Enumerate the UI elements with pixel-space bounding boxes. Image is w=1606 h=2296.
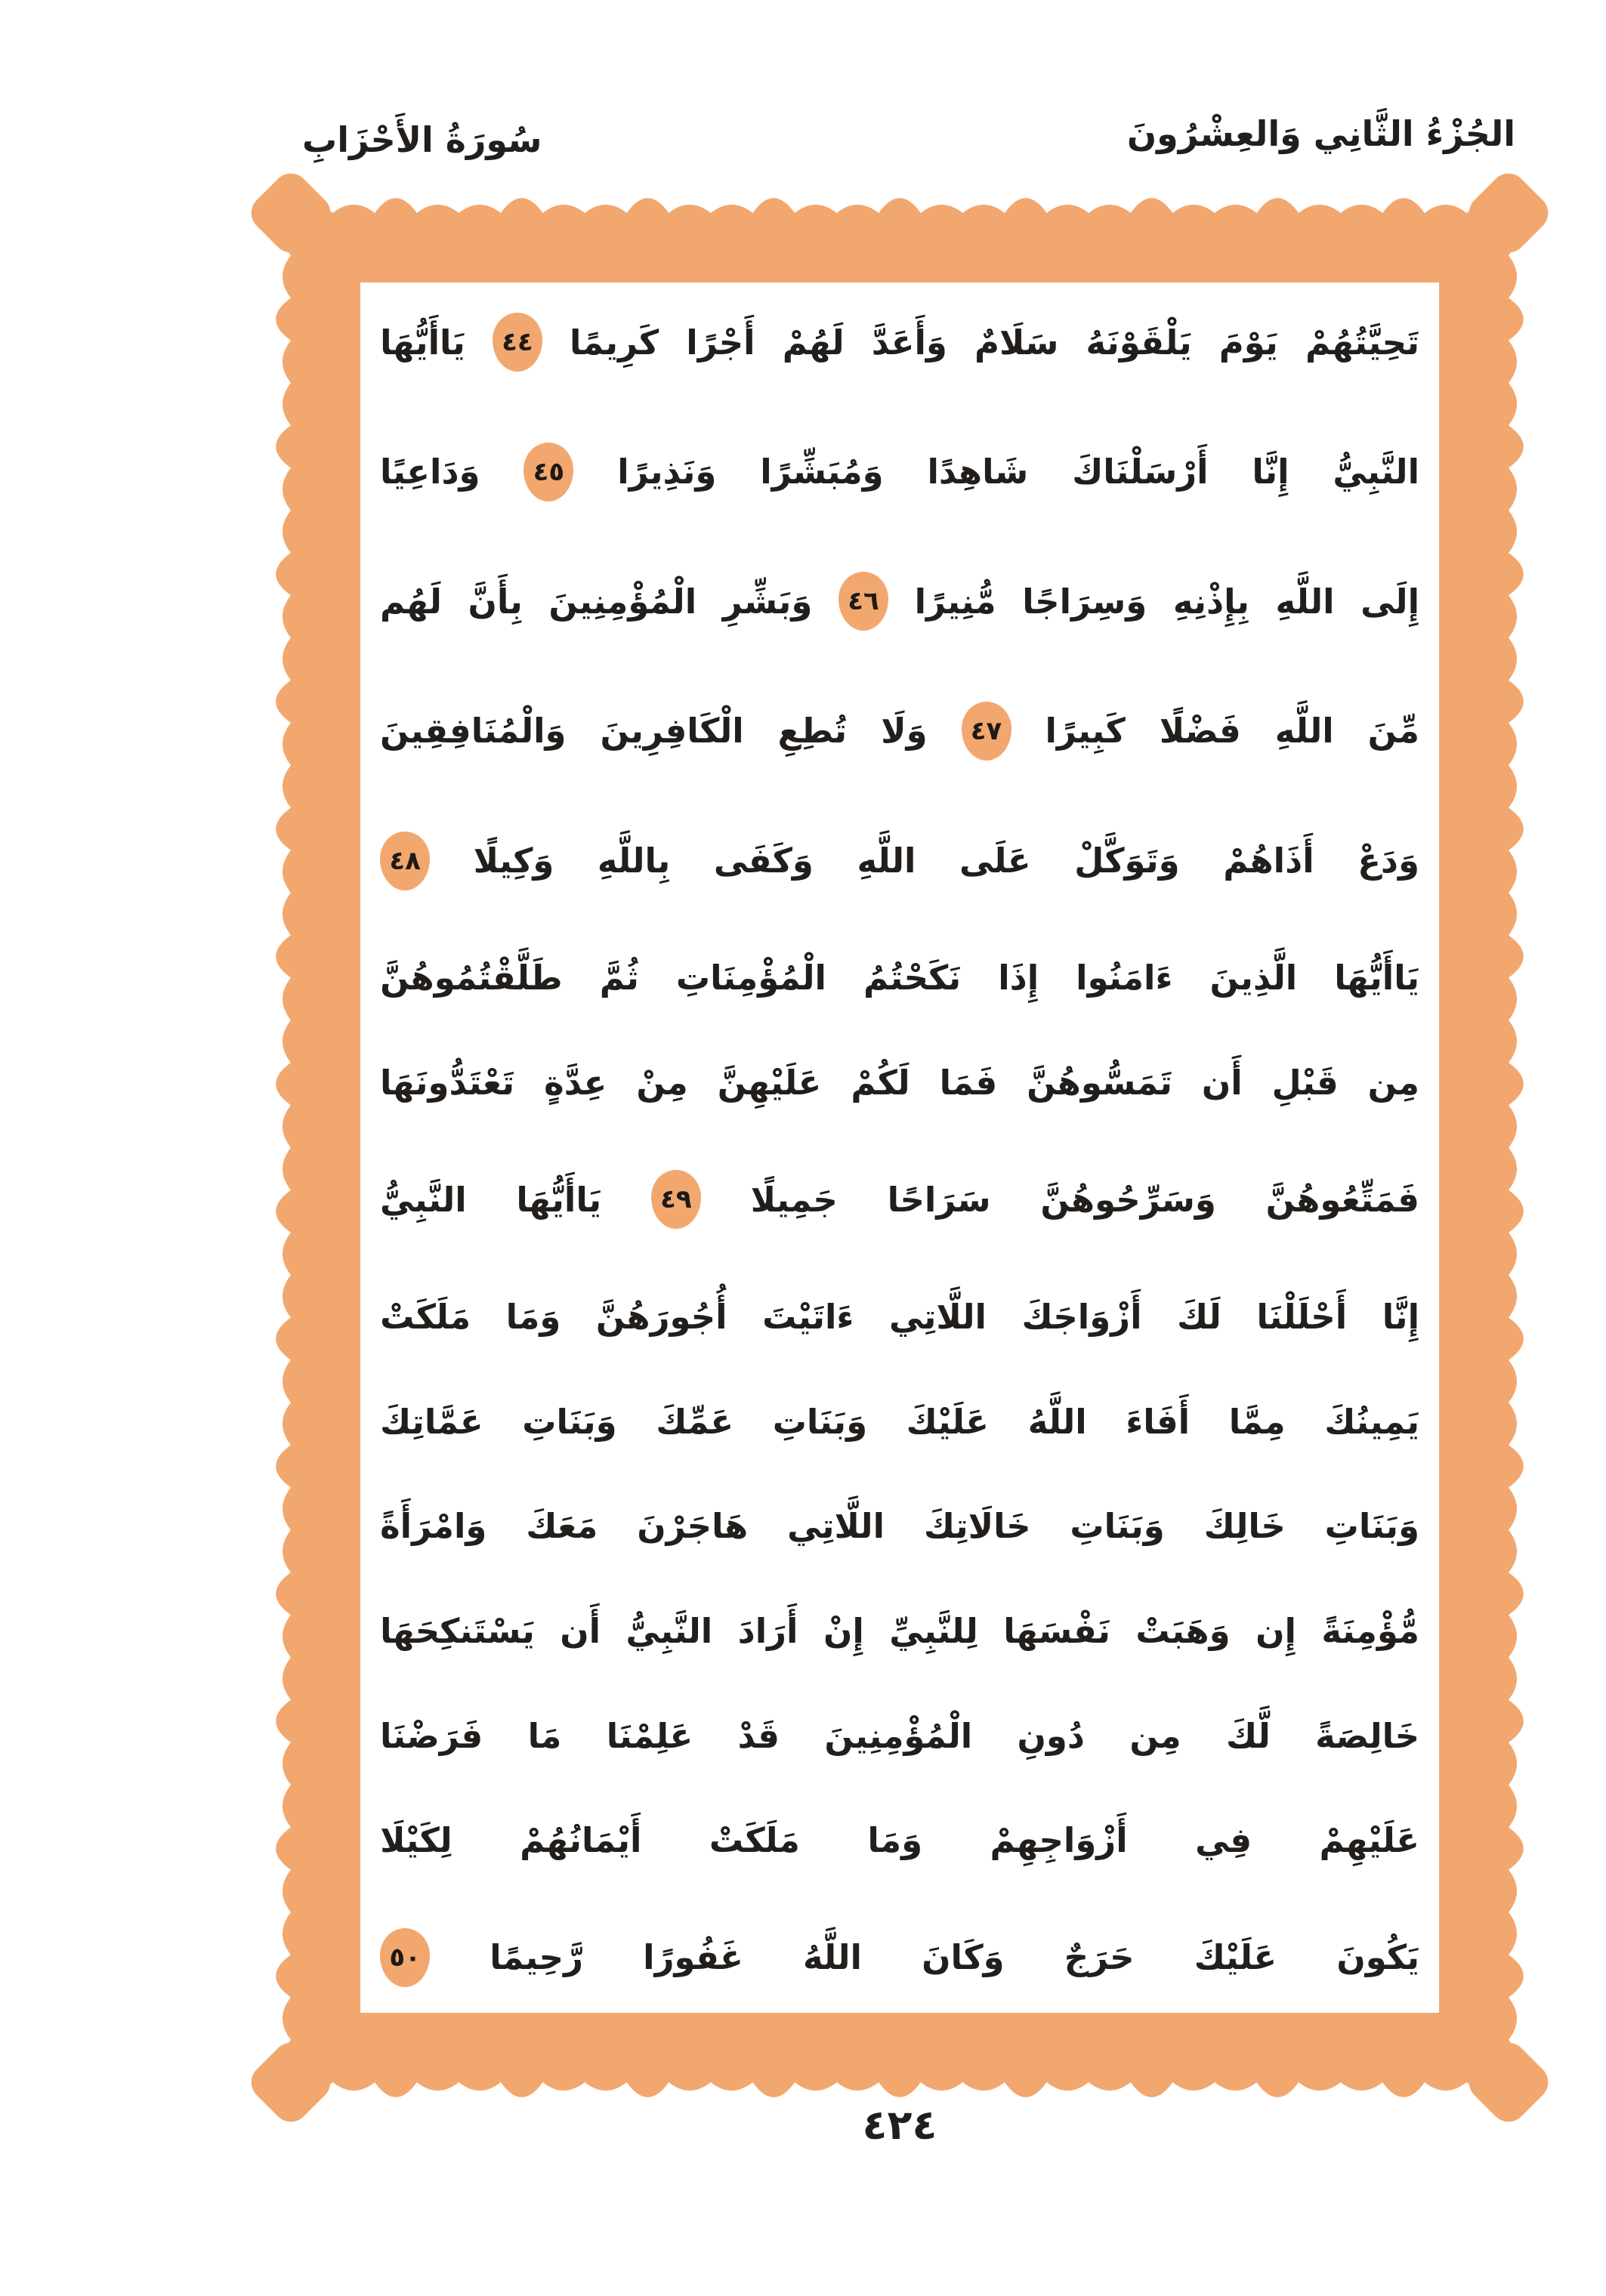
quran-word: وَمَا — [505, 1297, 561, 1338]
surah-title: سُورَةُ الأَحْزَابِ — [302, 119, 542, 160]
verse-number: ٤٤ — [502, 327, 533, 357]
quran-word: أَزْوَاجَكَ — [1021, 1297, 1142, 1338]
verse-marker — [493, 313, 542, 372]
quran-word: يَاأَيُّهَا — [1334, 958, 1419, 998]
quran-word: وَبَنَاتِ — [772, 1401, 868, 1442]
quran-word: عِدَّةٍ — [544, 1062, 607, 1103]
quran-word: يَسْتَنكِحَهَا — [380, 1611, 535, 1652]
quran-line — [380, 1062, 1419, 1103]
quran-word: وَبَشِّرِ — [722, 581, 813, 622]
page-number: ٤٢٤ — [862, 2101, 937, 2149]
verse-marker — [962, 702, 1011, 761]
quran-line — [380, 958, 1419, 998]
verse-marker — [651, 1170, 701, 1229]
quran-word: فَمَتِّعُوهُنَّ — [1265, 1179, 1419, 1220]
quran-word: أَجْرًا — [686, 322, 755, 363]
quran-word: طَلَّقْتُمُوهُنَّ — [380, 958, 563, 998]
quran-word: دُونِ — [1017, 1715, 1085, 1756]
quran-word: الْمُؤْمِنِينَ — [824, 1715, 973, 1756]
quran-word: عَمِّكَ — [656, 1401, 734, 1442]
quran-word: اللَّهُ — [1027, 1401, 1087, 1442]
quran-word: لَّكَ — [1226, 1715, 1271, 1756]
quran-word: تَمَسُّوهُنَّ — [1027, 1062, 1172, 1103]
verse-number: ٥٠ — [389, 1942, 421, 1973]
quran-word: مَعَكَ — [526, 1506, 598, 1547]
quran-word: النَّبِيُّ — [1333, 452, 1419, 492]
quran-word: فِي — [1195, 1820, 1252, 1861]
quran-word: خَالِكَ — [1203, 1506, 1286, 1547]
verse-marker — [380, 832, 430, 890]
quran-word: يَكُونَ — [1336, 1937, 1419, 1978]
quran-word: مِن — [1367, 1062, 1419, 1103]
quran-word: إِلَى — [1360, 581, 1419, 622]
quran-word: مِمَّا — [1228, 1401, 1286, 1442]
quran-word: فَرَضْنَا — [380, 1715, 483, 1756]
quran-word: أَفَاءَ — [1126, 1401, 1191, 1442]
quran-word: يَمِينُكَ — [1324, 1401, 1419, 1442]
quran-word: الْكَافِرِينَ — [600, 711, 744, 751]
quran-word: وَمَا — [867, 1820, 923, 1861]
quran-word: لَهُمْ — [782, 322, 845, 363]
quran-word: أَزْوَاجِهِمْ — [990, 1820, 1128, 1861]
quran-word: وَكَفَى — [713, 841, 814, 881]
quran-word: تُطِعِ — [777, 711, 848, 751]
quran-word: الَّذِينَ — [1209, 958, 1298, 998]
quran-word: فَضْلًا — [1159, 711, 1241, 751]
quran-line — [380, 1928, 1419, 1987]
quran-word: أَذَاهُمْ — [1223, 841, 1314, 881]
quran-word: عَلَيْكَ — [1194, 1937, 1277, 1978]
quran-word: اللَّهِ — [1275, 581, 1335, 622]
verse-number: ٤٧ — [970, 715, 1002, 746]
quran-word: مَلَكَتْ — [380, 1297, 471, 1338]
quran-word: يَاأَيُّهَا — [516, 1179, 602, 1220]
quran-line — [380, 1715, 1419, 1756]
quran-word: مِّنَ — [1367, 711, 1419, 751]
quran-word: عَلِمْنَا — [606, 1715, 693, 1756]
quran-word: لَكَ — [1177, 1297, 1221, 1338]
quran-word: بِإِذْنِهِ — [1172, 581, 1249, 622]
quran-word: تَحِيَّتُهُمْ — [1305, 322, 1419, 363]
quran-word: لَكُمْ — [851, 1062, 910, 1103]
quran-word: أَرَادَ — [737, 1611, 798, 1652]
quran-line — [380, 1297, 1419, 1338]
quran-word: اللَّهِ — [1274, 711, 1334, 751]
quran-word: جَمِيلًا — [750, 1179, 838, 1220]
verse-marker — [523, 443, 573, 501]
quran-word: حَرَجٌ — [1064, 1937, 1135, 1978]
quran-word: إِنَّا — [1252, 452, 1289, 492]
quran-word: اللَّهُ — [803, 1937, 862, 1978]
quran-line — [380, 1820, 1419, 1861]
quran-word: كَبِيرًا — [1045, 711, 1126, 751]
quran-word: النَّبِيُّ — [380, 1179, 467, 1220]
quran-word: بِاللَّهِ — [597, 841, 671, 881]
quran-word: عَلَيْكَ — [906, 1401, 990, 1442]
verse-number: ٤٥ — [533, 456, 565, 487]
quran-word: غَفُورًا — [643, 1937, 743, 1978]
quran-word: شَاهِدًا — [927, 452, 1029, 492]
quran-word: عَلَيْهِنَّ — [717, 1062, 822, 1103]
quran-line — [380, 1506, 1419, 1547]
quran-word: بِأَنَّ — [468, 581, 523, 622]
quran-word: لَهُم — [380, 581, 442, 622]
quran-word: أَيْمَانُهُمْ — [520, 1820, 642, 1861]
quran-word: رَّحِيمًا — [490, 1937, 584, 1978]
quran-word: يَلْقَوْنَهُ — [1086, 322, 1192, 363]
quran-word: يَوْمَ — [1218, 322, 1278, 363]
quran-word: سَلَامٌ — [974, 322, 1059, 363]
quran-word: مِن — [1129, 1715, 1181, 1756]
quran-word: وَتَوَكَّلْ — [1074, 841, 1180, 881]
quran-word: أَحْلَلْنَا — [1256, 1297, 1348, 1338]
verse-marker — [380, 1928, 430, 1987]
quran-word: وَمُبَشِّرًا — [760, 452, 884, 492]
quran-word: نَكَحْتُمُ — [863, 958, 962, 998]
quran-word: مُّؤْمِنَةً — [1321, 1611, 1419, 1652]
quran-word: إِنْ — [823, 1611, 864, 1652]
quran-word: اللَّاتِي — [787, 1506, 885, 1547]
quran-word: أَرْسَلْنَاكَ — [1072, 452, 1209, 492]
quran-word: وَنَذِيرًا — [617, 452, 717, 492]
juz-title: الجُزْءُ الثَّانِي وَالعِشْرُونَ — [1126, 113, 1515, 154]
quran-word: قَدْ — [737, 1715, 780, 1756]
quran-word: وَامْرَأَةً — [380, 1506, 487, 1547]
quran-word: إِن — [1255, 1611, 1296, 1652]
quran-word: وَالْمُنَافِقِينَ — [380, 711, 567, 751]
quran-word: ثُمَّ — [599, 958, 639, 998]
quran-word: عَمَّاتِكَ — [380, 1401, 483, 1442]
quran-word: خَالَاتِكَ — [923, 1506, 1031, 1547]
quran-word: اللَّاتِي — [888, 1297, 987, 1338]
quran-line — [380, 1611, 1419, 1652]
quran-line — [380, 832, 1419, 890]
verse-number: ٤٩ — [660, 1184, 692, 1215]
ornamental-frame — [291, 213, 1509, 2082]
quran-word: لِكَيْلَا — [380, 1820, 452, 1861]
quran-word: ءَاتَيْتَ — [762, 1297, 854, 1338]
quran-word: وَلَا — [881, 711, 928, 751]
quran-word: وَسِرَاجًا — [1022, 581, 1147, 622]
quran-line — [380, 572, 1419, 631]
quran-word: سَرَاحًا — [887, 1179, 991, 1220]
quran-word: وَأَعَدَّ — [871, 322, 947, 363]
quran-word: الْمُؤْمِنِينَ — [548, 581, 697, 622]
quran-word: مَا — [527, 1715, 562, 1756]
quran-word: إِذَا — [998, 958, 1039, 998]
quran-line — [380, 1170, 1419, 1229]
quran-word: وَبَنَاتِ — [1324, 1506, 1419, 1547]
quran-word: يَاأَيُّهَا — [380, 322, 465, 363]
quran-line — [380, 1401, 1419, 1442]
quran-word: مَلَكَتْ — [709, 1820, 800, 1861]
quran-word: أَن — [1201, 1062, 1243, 1103]
quran-word: وَدَعْ — [1357, 841, 1419, 881]
quran-word: وَسَرِّحُوهُنَّ — [1040, 1179, 1216, 1220]
quran-word: وَهَبَتْ — [1135, 1611, 1231, 1652]
quran-word: لِلنَّبِيِّ — [889, 1611, 978, 1652]
quran-word: عَلَى — [959, 841, 1031, 881]
quran-word: كَرِيمًا — [570, 322, 659, 363]
quran-word: اللَّهِ — [857, 841, 916, 881]
quran-word: أَن — [560, 1611, 601, 1652]
quran-word: وَدَاعِيًا — [380, 452, 480, 492]
quran-line — [380, 443, 1419, 501]
quran-word: وَبَنَاتِ — [1070, 1506, 1165, 1547]
verse-number: ٤٨ — [389, 845, 421, 876]
quran-word: وَبَنَاتِ — [522, 1401, 617, 1442]
quran-word: تَعْتَدُّونَهَا — [380, 1062, 515, 1103]
quran-line — [380, 702, 1419, 761]
quran-word: ءَامَنُوا — [1076, 958, 1173, 998]
quran-word: مُّنِيرًا — [914, 581, 996, 622]
quran-word: عَلَيْهِمْ — [1319, 1820, 1419, 1861]
quran-word: وَكَانَ — [922, 1937, 1005, 1978]
quran-word: قَبْلِ — [1271, 1062, 1339, 1103]
quran-word: وَكِيلًا — [473, 841, 554, 881]
quran-word: خَالِصَةً — [1315, 1715, 1419, 1756]
verse-number: ٤٦ — [848, 586, 879, 617]
quran-line — [380, 313, 1419, 372]
quran-word: فَمَا — [939, 1062, 998, 1103]
quran-word: إِنَّا — [1382, 1297, 1419, 1338]
quran-word: هَاجَرْنَ — [637, 1506, 749, 1547]
quran-word: مِنْ — [636, 1062, 688, 1103]
quran-word: الْمُؤْمِنَاتِ — [675, 958, 826, 998]
quran-word: أُجُورَهُنَّ — [595, 1297, 727, 1338]
quran-word: نَفْسَهَا — [1003, 1611, 1110, 1652]
quran-word: النَّبِيُّ — [625, 1611, 713, 1652]
verse-marker — [839, 572, 888, 631]
quran-text-block — [360, 282, 1439, 2013]
